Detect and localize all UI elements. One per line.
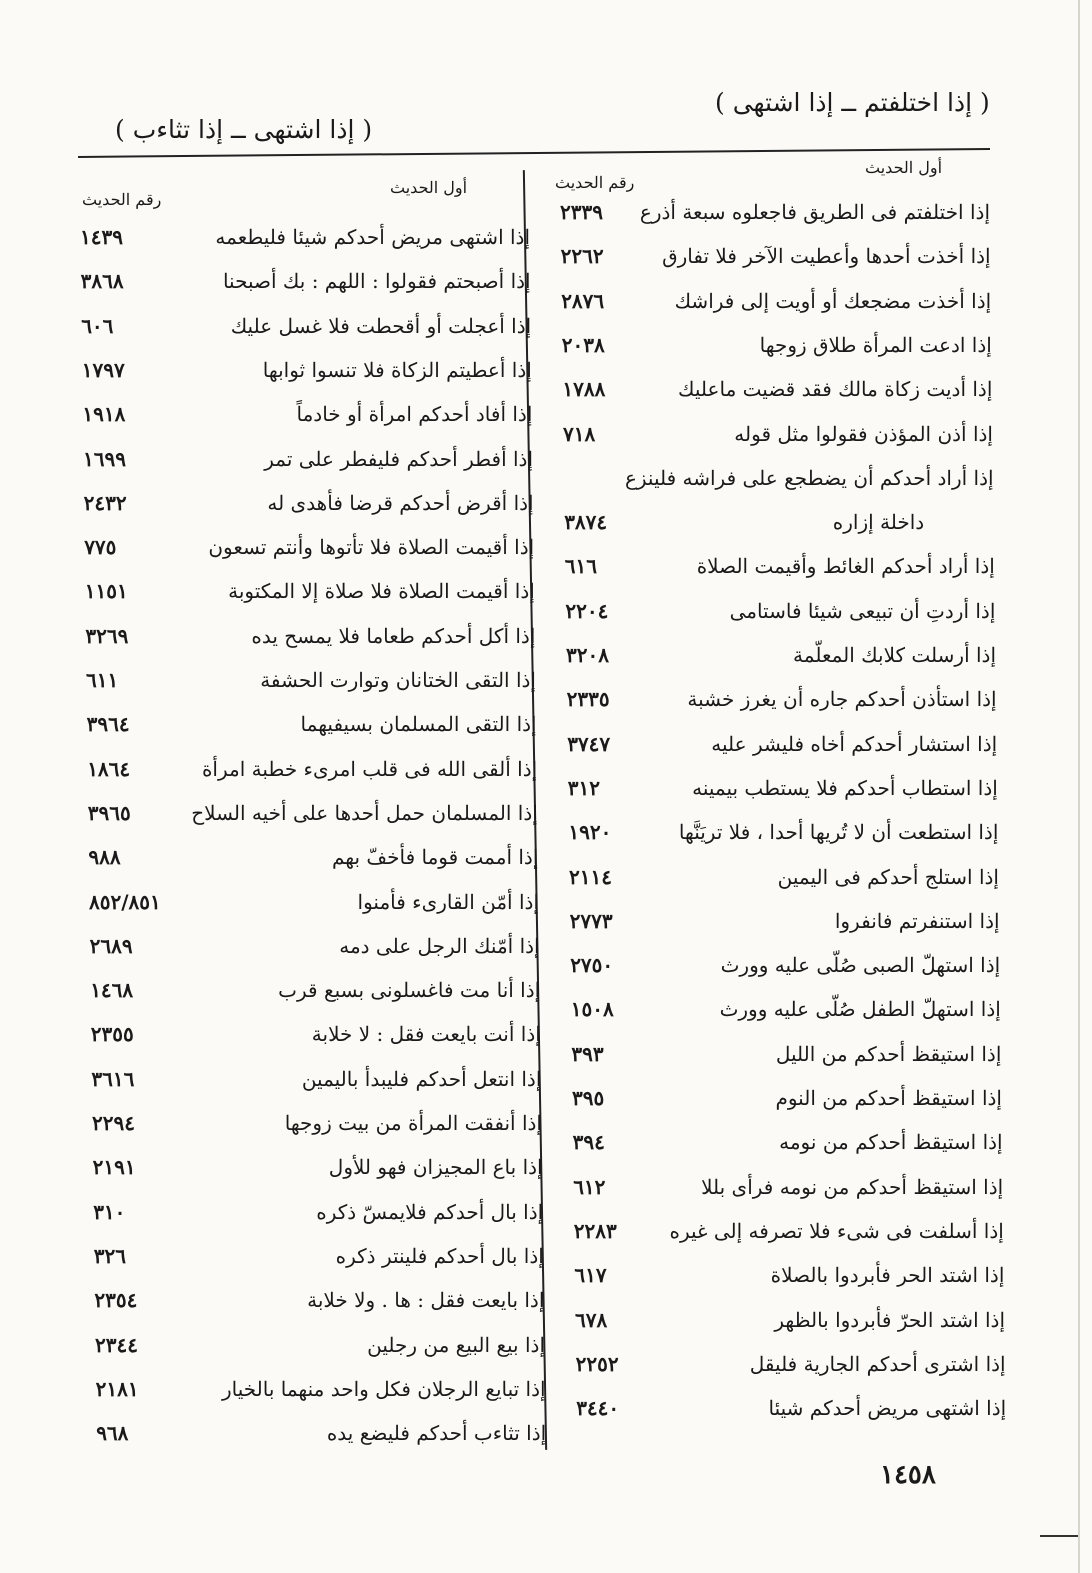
hadith-opening: إذا أذن المؤذن فقولوا مثل قوله: [734, 421, 993, 446]
index-entry: [555, 554, 995, 594]
index-entry: [91, 1067, 541, 1107]
left-column-heading-number: رقم الحديث: [82, 190, 162, 209]
hadith-opening: إذا انتعل أحدكم فليبدأ باليمين: [301, 1066, 542, 1091]
index-entry: [93, 1155, 543, 1195]
hadith-opening: إذا أكل أحدكم طعاما فلا يمسح يده: [251, 623, 536, 648]
index-entry: [81, 314, 531, 354]
index-entry: [85, 624, 535, 664]
hadith-number: ٣٩٦٥: [87, 800, 131, 825]
hadith-opening: إذا أنا مت فاغسلونى بسبع قرب: [278, 978, 541, 1003]
hadith-number: ١٥٠٨: [570, 997, 614, 1022]
index-entry: [561, 1042, 1001, 1082]
hadith-number: ٧٧٥: [84, 535, 117, 560]
header-rule: [78, 148, 990, 158]
hadith-number: ٢١١٤: [569, 864, 612, 889]
hadith-number: ٣٩٥: [572, 1086, 605, 1110]
index-entry: [87, 712, 537, 752]
hadith-opening: إذا استلج أحدكم فى اليمين: [777, 864, 999, 889]
hadith-number: ٦٠٦: [81, 313, 114, 338]
hadith-opening: إذا أفطر أحدكم فليفطر على تمر: [264, 446, 533, 471]
index-entry: [90, 978, 540, 1018]
hadith-number: ١٧٨٨: [562, 377, 606, 402]
hadith-number: ١١٥١: [84, 579, 128, 604]
hadith-opening: إذا التقى الختانان وتوارت الحشفة: [260, 668, 536, 692]
index-entry: [566, 1396, 1006, 1436]
index-entry: [554, 466, 994, 506]
hadith-opening: إذا أخذت مضجعك أو أويت إلى فراشك: [674, 288, 992, 313]
hadith-opening: إذا بيع البيع من رجلين: [367, 1332, 545, 1357]
hadith-opening: إذا استيقظ أحدكم من الليل: [775, 1041, 1002, 1066]
hadith-number: ٨٥٢/٨٥١: [89, 889, 161, 914]
hadith-opening: إذا استيقظ أحدكم من نومه فرأى بللا: [701, 1174, 1004, 1199]
hadith-number: ٧١٨: [563, 421, 596, 446]
hadith-number: ٢٧٥٠: [570, 953, 614, 978]
hadith-number: ٢٢٩٤: [92, 1111, 135, 1135]
index-entry: [80, 225, 530, 265]
index-entry: [557, 732, 997, 772]
hadith-number: ٢١٨١: [95, 1376, 139, 1401]
hadith-opening: إذا أنفقت المرأة من بيت زوجها: [284, 1111, 542, 1135]
hadith-opening: إذا أراد أحدكم أن يضطجع على فراشه فلينزع: [624, 465, 994, 490]
hadith-number: ٢٧٧٣: [569, 908, 613, 933]
index-entry: [554, 510, 994, 550]
index-entry: [560, 909, 1000, 949]
index-entry: [87, 757, 537, 797]
hadith-number: ٢٢٥٢: [575, 1351, 619, 1376]
index-entry: [96, 1421, 546, 1461]
hadith-number: ١٨٦٤: [87, 756, 131, 781]
hadith-opening: داخلة إزاره: [832, 510, 925, 535]
index-entry: [551, 244, 991, 284]
hadith-opening: إذا تثاءب أحدكم فليضع يده: [326, 1421, 547, 1446]
hadith-number: ٢٨٧٦: [561, 288, 605, 313]
index-entry: [83, 447, 533, 487]
index-entry: [550, 200, 990, 240]
hadith-opening: إذا أنت بايعت فقل : لا خلابة: [311, 1022, 541, 1047]
index-entry: [551, 289, 991, 329]
index-entry: [89, 890, 539, 930]
hadith-number: ٢٢٠٤: [565, 598, 609, 623]
hadith-opening: إذا أرسلت كلابك المعلّمة: [793, 643, 996, 667]
hadith-opening: إذا أعطيتم الزكاة فلا تنسوا ثوابها: [262, 357, 532, 382]
hadith-number: ٢٣٣٩: [560, 200, 603, 224]
hadith-number: ٣١٠: [93, 1199, 126, 1224]
hadith-number: ٢٢٨٣: [573, 1218, 617, 1243]
hadith-opening: إذا استشار أحدكم أخاه فليشر عليه: [711, 731, 998, 756]
hadith-opening: إذا استأذن أحدكم جاره أن يغرز خشبة: [687, 687, 997, 712]
hadith-number: ٣٨٧٤: [564, 510, 608, 535]
index-entry: [553, 422, 993, 462]
index-entry: [92, 1111, 542, 1151]
running-header-right: ( إذا اختلفتم ــ إذا اشتهى ): [715, 88, 990, 117]
hadith-opening: إذا استطاب أحدكم فلا يستطب بيمينه: [692, 775, 998, 800]
index-entry: [560, 953, 1000, 993]
hadith-number: ٣٦١٦: [91, 1066, 135, 1091]
index-entry: [93, 1200, 543, 1240]
index-entry: [552, 377, 992, 417]
index-entry: [94, 1244, 544, 1284]
hadith-number: ١٩٢٠: [568, 820, 612, 845]
right-column: [550, 200, 1007, 1450]
index-entry: [563, 1130, 1003, 1170]
hadith-opening: إذا اختلفتم فى الطريق فاجعلوه سبعة أذرع: [639, 200, 990, 224]
hadith-number: ٦١١: [86, 668, 119, 692]
running-header-left: ( إذا اشتهى ــ إذا تثاءب ): [115, 115, 373, 144]
hadith-number: ٦٧٨: [575, 1307, 608, 1332]
hadith-opening: إذا استطعت أن لا تُريها أحدا ، فلا تريَنَّها: [678, 820, 999, 845]
hadith-opening: إذا المسلمان حمل أحدها على أخيه السلاح: [191, 800, 538, 825]
hadith-opening: إذا أصبحتم فقولوا : اللهم : بك أصبحنا: [222, 269, 531, 294]
hadith-opening: إذا اشتهى مريض أحدكم شيئا: [768, 1396, 1007, 1421]
hadith-number: ٣٩٤: [572, 1130, 605, 1155]
index-entry: [91, 1022, 541, 1062]
index-entry: [81, 269, 531, 309]
hadith-number: ٢٠٣٨: [561, 332, 605, 357]
index-entry: [90, 934, 540, 974]
index-entry: [555, 599, 995, 639]
index-entry: [565, 1308, 1005, 1348]
scan-edge-shadow: [1078, 0, 1080, 1573]
hadith-opening: إذا أراد أحدكم الغائط وأقيمت الصلاة: [696, 554, 995, 579]
left-column-heading-text: أول الحديث: [390, 178, 468, 197]
index-entry: [86, 668, 536, 708]
scan-edge-mark: [1040, 1535, 1080, 1537]
hadith-opening: إذا أردتِ أن تبيعى شيئا فاستامى: [729, 598, 996, 623]
index-entry: [94, 1288, 544, 1328]
index-entry: [82, 402, 532, 442]
hadith-number: ٢٢٦٢: [560, 244, 604, 269]
hadith-number: ١٩١٨: [82, 402, 126, 427]
hadith-opening: إذا بايعت فقل : ها . ولا خلابة: [307, 1288, 545, 1313]
index-entry: [95, 1333, 545, 1373]
hadith-opening: إذا ادعت المرأة طلاق زوجها: [759, 332, 992, 357]
hadith-number: ٩٦٨: [96, 1421, 129, 1446]
hadith-opening: إذا أمّنك الرجل على دمه: [339, 933, 540, 958]
hadith-opening: إذا أقرض أحدكم قرضا فأهدى له: [267, 490, 534, 515]
hadith-opening: إذا أديت زكاة مالك فقد قضيت ماعليك: [678, 377, 993, 402]
hadith-opening: إذا بال أحدكم فلينتر ذكره: [335, 1243, 544, 1268]
hadith-opening: إذا أسلفت فى شىء فلا تصرفه إلى غيره: [669, 1218, 1004, 1243]
hadith-opening: إذا أفاد أحدكم امرأة أو خادماً: [296, 402, 533, 427]
hadith-number: ٢١٩١: [92, 1155, 136, 1180]
hadith-opening: إذا استنفرتم فانفروا: [834, 908, 1000, 933]
index-entry: [556, 643, 996, 683]
hadith-number: ١٤٦٨: [90, 978, 134, 1003]
hadith-number: ٣٤٤٠: [576, 1396, 620, 1421]
hadith-opening: إذا استهلّ الطفل صُلّى عليه وورث: [719, 997, 1001, 1022]
hadith-number: ١٧٩٧: [81, 357, 125, 382]
hadith-number: ٢٣٣٥: [566, 687, 610, 712]
hadith-opening: إذا اشتد الحرّ فأبردوا بالظهر: [774, 1307, 1005, 1332]
hadith-number: ٩٨٨: [88, 845, 121, 870]
page-number: ١٤٥٨: [880, 1460, 936, 1490]
hadith-opening: إذا استهلّ الصبى صُلّى عليه وورث: [720, 953, 1001, 978]
hadith-number: ٢٣٥٤: [94, 1288, 138, 1313]
hadith-opening: إذا اشترى أحدكم الجارية فليقل: [749, 1351, 1006, 1376]
hadith-opening: إذا أمّن القارىء فأمنوا: [357, 889, 539, 914]
hadith-number: ٦١٢: [573, 1174, 606, 1199]
hadith-opening: إذا ألقى الله فى قلب امرىء خطبة امرأة: [201, 756, 538, 781]
hadith-opening: إذا اشتهى مريض أحدكم شيئا فليطعمه: [215, 225, 530, 249]
right-column-heading-text: أول الحديث: [865, 158, 943, 177]
hadith-opening: إذا باع المجيزان فهو للأول: [328, 1155, 543, 1180]
index-entry: [88, 801, 538, 841]
hadith-opening: إذا اشتد الحر فأبردوا بالصلاة: [770, 1263, 1005, 1288]
index-entry: [96, 1377, 546, 1417]
index-entry: [564, 1219, 1004, 1259]
index-entry: [82, 358, 532, 398]
index-entry: [563, 1175, 1003, 1215]
hadith-opening: إذا أقيمت الصلاة فلا تأتوها وأنتم تسعون: [208, 535, 535, 560]
index-entry: [85, 579, 535, 619]
index-entry: [557, 687, 997, 727]
right-column-heading-number: رقم الحديث: [555, 173, 635, 192]
index-entry: [558, 820, 998, 860]
index-entry: [566, 1352, 1006, 1392]
hadith-opening: إذا بال أحدكم فلايمسّ ذكره: [316, 1199, 544, 1224]
hadith-number: ٣٢٦٩: [85, 623, 129, 648]
left-column: [80, 225, 547, 1465]
hadith-number: ١٦٩٩: [83, 446, 126, 471]
hadith-opening: إذا استيقظ أحدكم من النوم: [775, 1086, 1002, 1110]
hadith-number: ٢٣٤٤: [95, 1332, 138, 1357]
index-entry: [564, 1263, 1004, 1303]
hadith-number: ٣٩٣: [571, 1041, 604, 1066]
index-entry: [84, 491, 534, 531]
hadith-opening: إذا أممت قوما فأخفّ بهم: [331, 845, 539, 870]
hadith-opening: إذا استيقظ أحدكم من نومه: [779, 1130, 1003, 1155]
index-entry: [558, 776, 998, 816]
hadith-opening: إذا أخذت أحدها وأعطيت الآخر فلا تفارق: [662, 244, 991, 269]
hadith-number: ٣٩٦٤: [86, 712, 130, 737]
hadith-number: ١٤٣٩: [80, 225, 123, 249]
hadith-number: ٣١٢: [567, 775, 601, 800]
hadith-number: ٣٢٦: [93, 1243, 127, 1268]
hadith-opening: إذا أقيمت الصلاة فلا صلاة إلا المكتوبة: [228, 579, 535, 604]
hadith-number: ٢٣٥٥: [90, 1022, 134, 1047]
hadith-opening: إذا التقى المسلمان بسيفيهما: [300, 712, 537, 737]
hadith-number: ٣٢٠٨: [566, 643, 609, 667]
hadith-number: ٦١٧: [574, 1263, 607, 1288]
hadith-number: ٦١٦: [564, 554, 598, 579]
index-entry: [88, 845, 538, 885]
index-entry: [84, 535, 534, 575]
hadith-number: ٣٧٤٧: [567, 731, 611, 756]
index-entry: [562, 1086, 1002, 1126]
hadith-number: ٢٦٨٩: [89, 933, 133, 958]
hadith-number: ٣٨٦٨: [80, 269, 124, 294]
index-entry: [559, 865, 999, 905]
index-entry: [561, 997, 1001, 1037]
hadith-opening: إذا تبايع الرجلان فكل واحد منهما بالخيار: [221, 1376, 546, 1401]
index-entry: [552, 333, 992, 373]
hadith-opening: إذا أعجلت أو أقحطت فلا غسل عليك: [230, 313, 532, 338]
hadith-number: ٢٤٣٢: [83, 490, 127, 515]
